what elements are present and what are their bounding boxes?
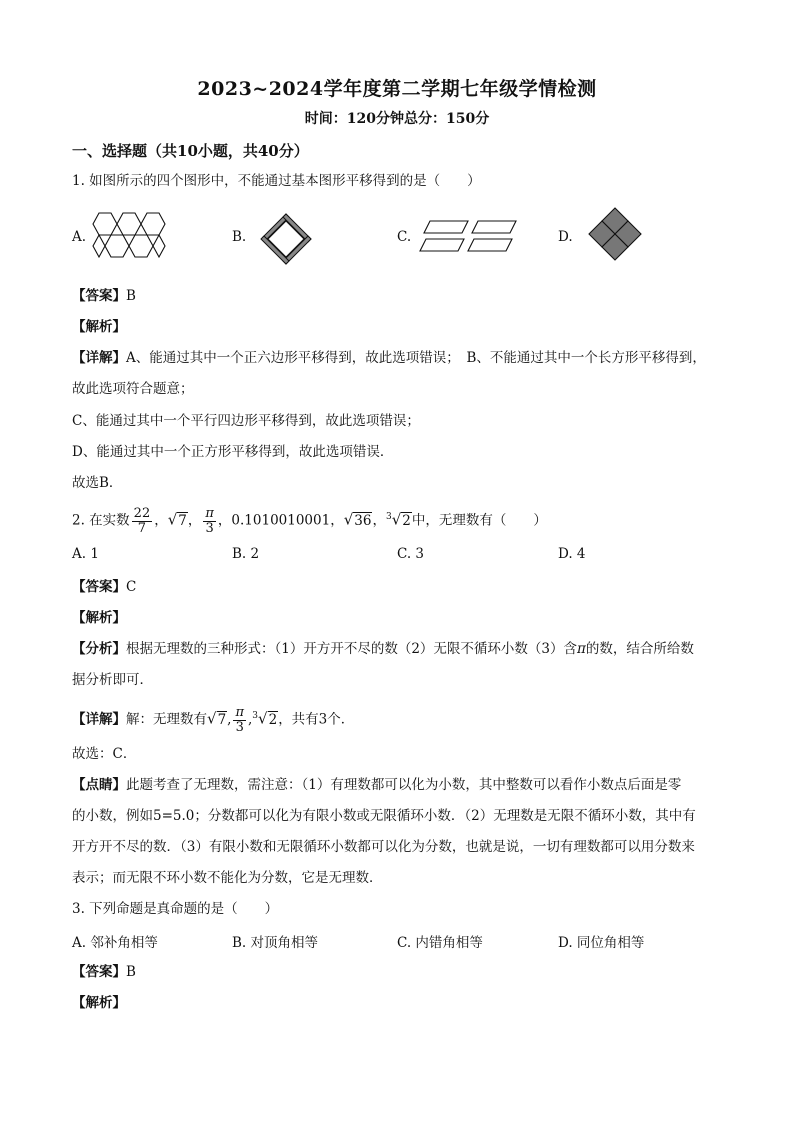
numerator: π [235,704,244,720]
q2-option-c: C. 3 [397,546,425,562]
q2-dianjing-line-3: 开方开不尽的数．（3）有限小数和无限循环小数都可以化为分数，也就是说，一切有理数都可以用分数来 [72,839,695,855]
answer-tag: 【答案】 [72,579,126,595]
q1-option-c-parallelogram-figure [418,219,518,255]
q2-dianjing-line-1 [72,775,681,795]
root-index: 3 [385,512,392,522]
q3-option-b: B. 对顶角相等 [232,935,319,951]
q3-analysis-tag: 【解析】 [72,995,126,1011]
q1-detail-line-1 [72,348,706,368]
sqrt-icon: √ [343,510,354,529]
q2-detail [72,698,354,738]
q1-option-b-label: B. [232,229,247,245]
q1-option-d-squares-figure [588,207,642,261]
radicand: 7 [178,512,187,529]
page-title: 2023~2024学年度第二学期七年级学情检测 [197,78,597,100]
detail-tag: 【详解】 [72,711,126,728]
cube-root-icon: √ [258,709,268,728]
q3-option-c: C. 内错角相等 [397,935,483,951]
comma: , [227,711,232,728]
q2-fenxi-line-1 [72,639,694,659]
q2-fenxi-line-2: 据分析即可． [72,672,153,688]
q3-answer [72,962,136,982]
separator: ， [330,512,344,529]
separator: ， [217,512,232,529]
q3-option-a: A. 邻补角相等 [72,935,158,951]
separator: ， [154,512,168,529]
q2-answer [72,577,136,597]
dianjing-text: 此题考查了无理数，需注意：（1）有理数都可以化为小数，其中整数可以看作小数点后面是零 [126,777,682,793]
q1-conclusion: 故选B． [72,475,123,491]
answer-tag: 【答案】 [72,964,126,980]
pi-symbol: π [577,641,586,657]
numerator: π [205,505,214,521]
answer-value: B [126,964,136,980]
fraction-pi-over-3 [203,507,216,536]
q2-dianjing-line-4: 表示；而无限不环小数不能化为分数，它是无理数． [72,870,383,886]
denominator: 3 [235,719,244,735]
fenxi-text: 根据无理数的三种形式：（1）开方开不尽的数（2）无限不循环小数（3）含 [126,641,578,657]
radicand: 7 [217,711,227,728]
detail-text: ，共有3个． [278,711,355,728]
q1-detail-line-2: 故此选项符合题意； [72,381,194,397]
q1-detail-line-3: C、能通过其中一个平行四边形平移得到，故此选项错误； [72,413,420,429]
q2-option-b: B. 2 [232,546,260,562]
answer-value: B [126,288,136,304]
detail-tag: 【详解】 [72,350,126,366]
separator: ， [187,512,202,529]
root-index: 3 [252,711,259,721]
question-2-stem [72,498,547,540]
q1-answer [72,286,136,306]
numerator: 22 [133,505,151,521]
dianjing-tag: 【点睛】 [72,777,126,793]
cube-root-icon: √ [391,510,402,529]
q2-option-d: D. 4 [558,546,586,562]
question-1-stem: 1. 如图所示的四个图形中，不能通过基本图形平移得到的是（ ） [72,173,481,189]
exam-info: 时间：120分钟总分：150分 [304,111,490,127]
denominator: 7 [137,520,147,536]
decimal-number: 0.1010010001 [231,512,331,529]
detail-text: A、能通过其中一个正六边形平移得到，故此选项错误； B、不能通过其中一个长方形平移得到， [126,350,706,366]
q1-analysis-tag: 【解析】 [72,319,126,335]
q1-option-a-hexagon-figure [92,212,168,260]
comma: , [248,711,253,728]
fenxi-tag: 【分析】 [72,641,126,657]
section-heading: 一、选择题（共10小题，共40分） [72,142,309,160]
detail-text: 解：无理数有 [126,711,207,728]
q3-option-d: D. 同位角相等 [558,935,645,951]
q2-conclusion: 故选：C． [72,746,137,762]
q1-option-a-label: A. [72,229,87,245]
denominator: 3 [205,520,214,536]
stem-prefix: 2. 在实数 [72,512,130,529]
q1-option-b-rectangles-figure [258,211,314,267]
sqrt-icon: √ [167,510,178,529]
q2-dianjing-line-2: 的小数，例如5=5.0；分数都可以化为有限小数或无限循环小数．（2）无理数是无限不循环小数，其中有 [72,808,696,824]
q1-option-c-label: C. [397,229,412,245]
radicand: 2 [402,512,411,529]
fenxi-text: 的数，结合所给数 [585,641,694,657]
q1-option-d-label: D. [558,229,573,245]
fraction-22-over-7 [132,507,153,536]
q2-analysis-tag: 【解析】 [72,610,126,626]
separator: ， [372,512,386,529]
answer-tag: 【答案】 [72,288,126,304]
stem-suffix: 中，无理数有（ ） [411,512,547,529]
question-3-stem: 3. 下列命题是真命题的是（ ） [72,901,279,917]
q2-option-a: A. 1 [72,546,99,562]
sqrt-icon: √ [207,709,217,728]
fraction-pi-over-3 [233,706,246,735]
radicand: 2 [268,711,278,728]
q1-detail-line-4: D、能通过其中一个正方形平移得到，故此选项错误． [72,444,394,460]
answer-value: C [126,579,137,595]
radicand: 36 [354,512,372,529]
